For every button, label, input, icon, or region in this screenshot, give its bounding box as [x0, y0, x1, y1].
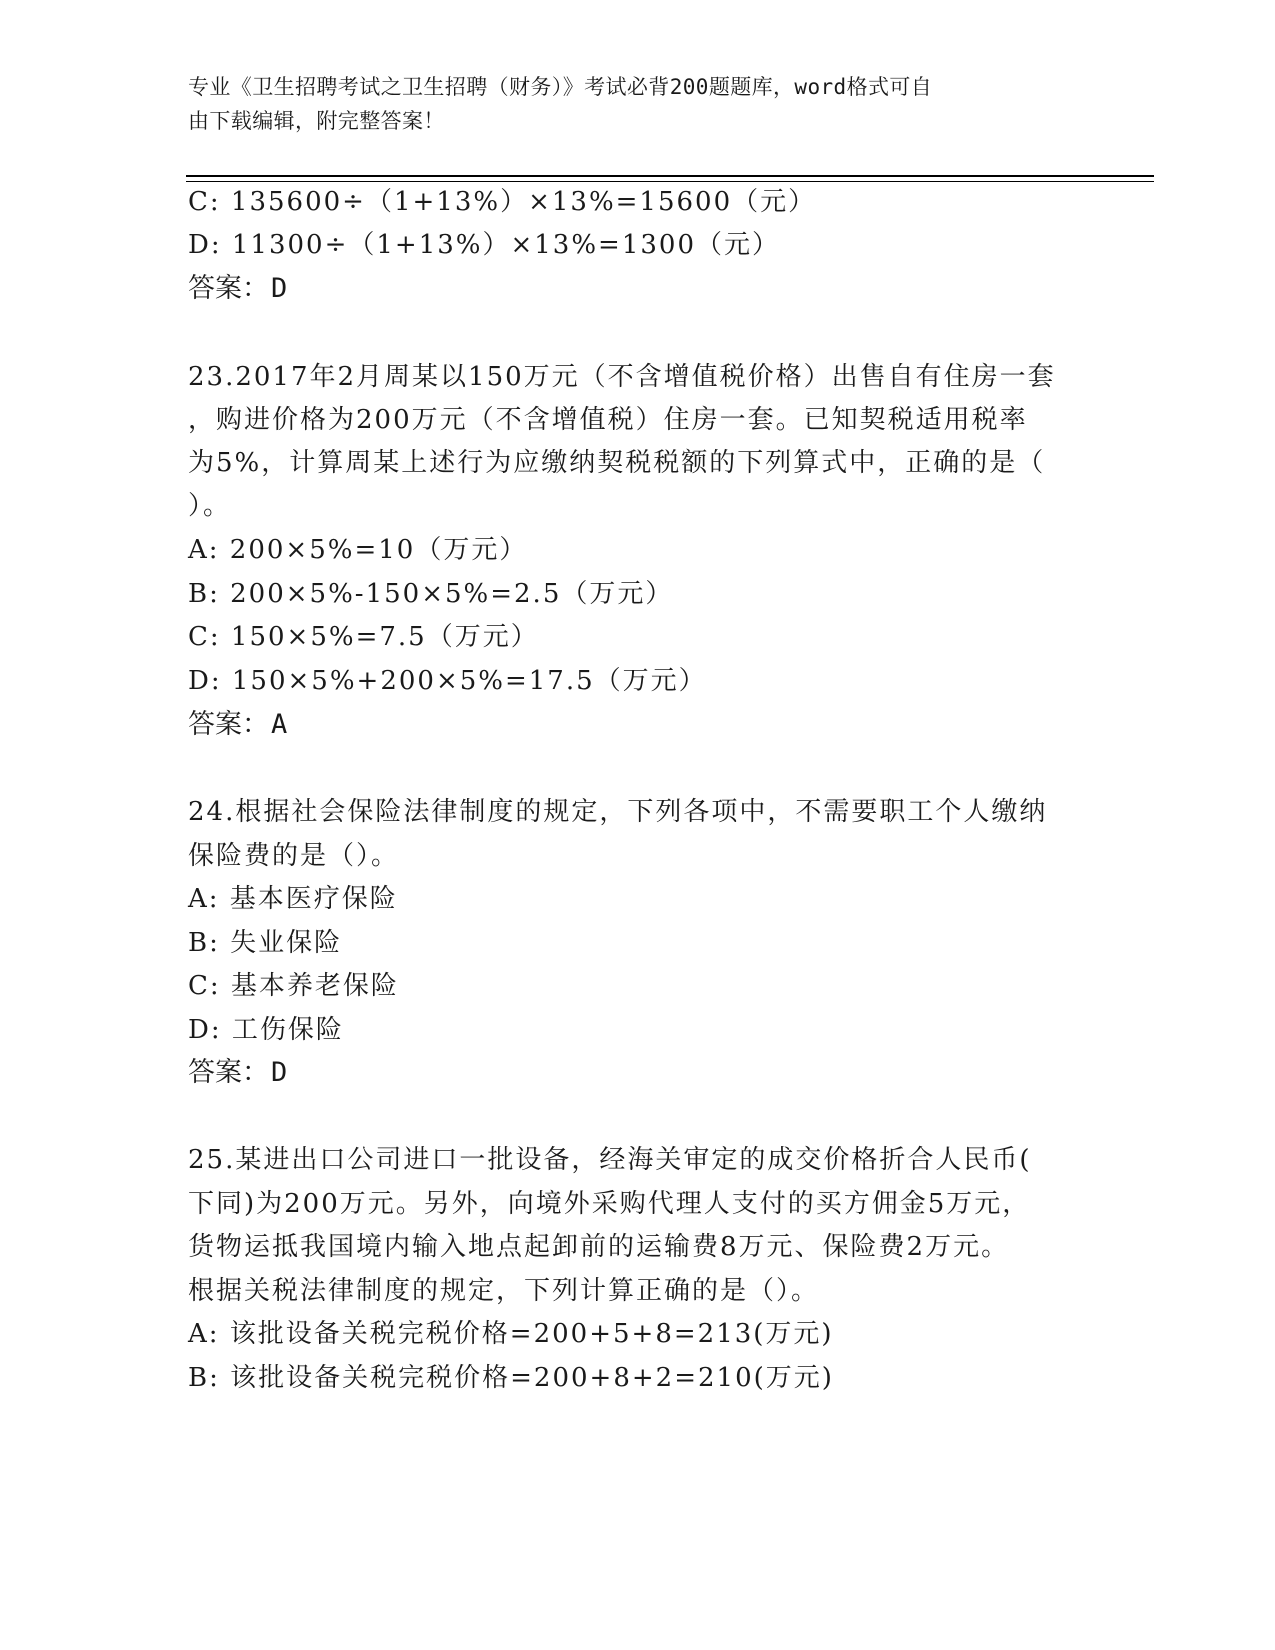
answer	[188, 1057, 287, 1089]
question-stem-line: 为5%，计算周某上述行为应缴纳契税税额的下列算式中，正确的是（	[188, 448, 1046, 478]
header-divider-thin	[186, 181, 1154, 182]
option-a: A: 200×5%=10（万元）	[188, 535, 528, 565]
document-title-line-2: 由下载编辑，附完整答案！	[188, 109, 445, 133]
answer-value: D	[271, 273, 288, 304]
answer-label: 答案：	[188, 709, 269, 740]
answer-label: 答案：	[188, 1057, 269, 1088]
question-stem-line: 24.根据社会保险法律制度的规定，下列各项中，不需要职工个人缴纳	[188, 797, 1048, 827]
question-stem-line: 23.2017年2月周某以150万元（不含增值税价格）出售自有住房一套	[188, 362, 1056, 392]
answer	[188, 273, 287, 305]
answer	[188, 709, 287, 741]
option-d: D: 11300÷（1+13%）×13%=1300（元）	[188, 230, 781, 260]
document-title	[188, 70, 1068, 138]
question-stem-line: 根据关税法律制度的规定，下列计算正确的是（）。	[188, 1276, 820, 1306]
option-b: B: 该批设备关税完税价格=200+8+2=210(万元)	[188, 1363, 834, 1393]
question-stem-line: ，购进价格为200万元（不含增值税）住房一套。已知契税适用税率	[188, 405, 1028, 435]
question-stem-line: ）。	[188, 491, 232, 521]
option-c: C: 基本养老保险	[188, 971, 399, 1001]
option-b: B: 失业保险	[188, 928, 343, 958]
question-stem-line: 25.某进出口公司进口一批设备，经海关审定的成交价格折合人民币(	[188, 1145, 1032, 1175]
document-title-line-1: 专业《卫生招聘考试之卫生招聘（财务）》考试必背200题题库，word格式可自	[188, 75, 933, 99]
question-stem-line: 货物运抵我国境内输入地点起卸前的运输费8万元、保险费2万元。	[188, 1232, 1010, 1262]
option-d: D: 工伤保险	[188, 1015, 344, 1045]
option-b: B: 200×5%-150×5%=2.5（万元）	[188, 579, 674, 609]
answer-value: A	[271, 709, 288, 740]
header-divider-thick	[186, 175, 1154, 177]
answer-value: D	[271, 1057, 288, 1088]
answer-label: 答案：	[188, 273, 269, 304]
option-c: C: 135600÷（1+13%）×13%=15600（元）	[188, 187, 817, 217]
option-a: A: 基本医疗保险	[188, 884, 398, 914]
option-c: C: 150×5%=7.5（万元）	[188, 622, 539, 652]
question-stem-line: 下同)为200万元。另外，向境外采购代理人支付的买方佣金5万元，	[188, 1189, 1031, 1219]
option-a: A: 该批设备关税完税价格=200+5+8=213(万元)	[188, 1319, 834, 1349]
option-d: D: 150×5%+200×5%=17.5（万元）	[188, 666, 707, 696]
question-stem-line: 保险费的是（）。	[188, 841, 400, 871]
